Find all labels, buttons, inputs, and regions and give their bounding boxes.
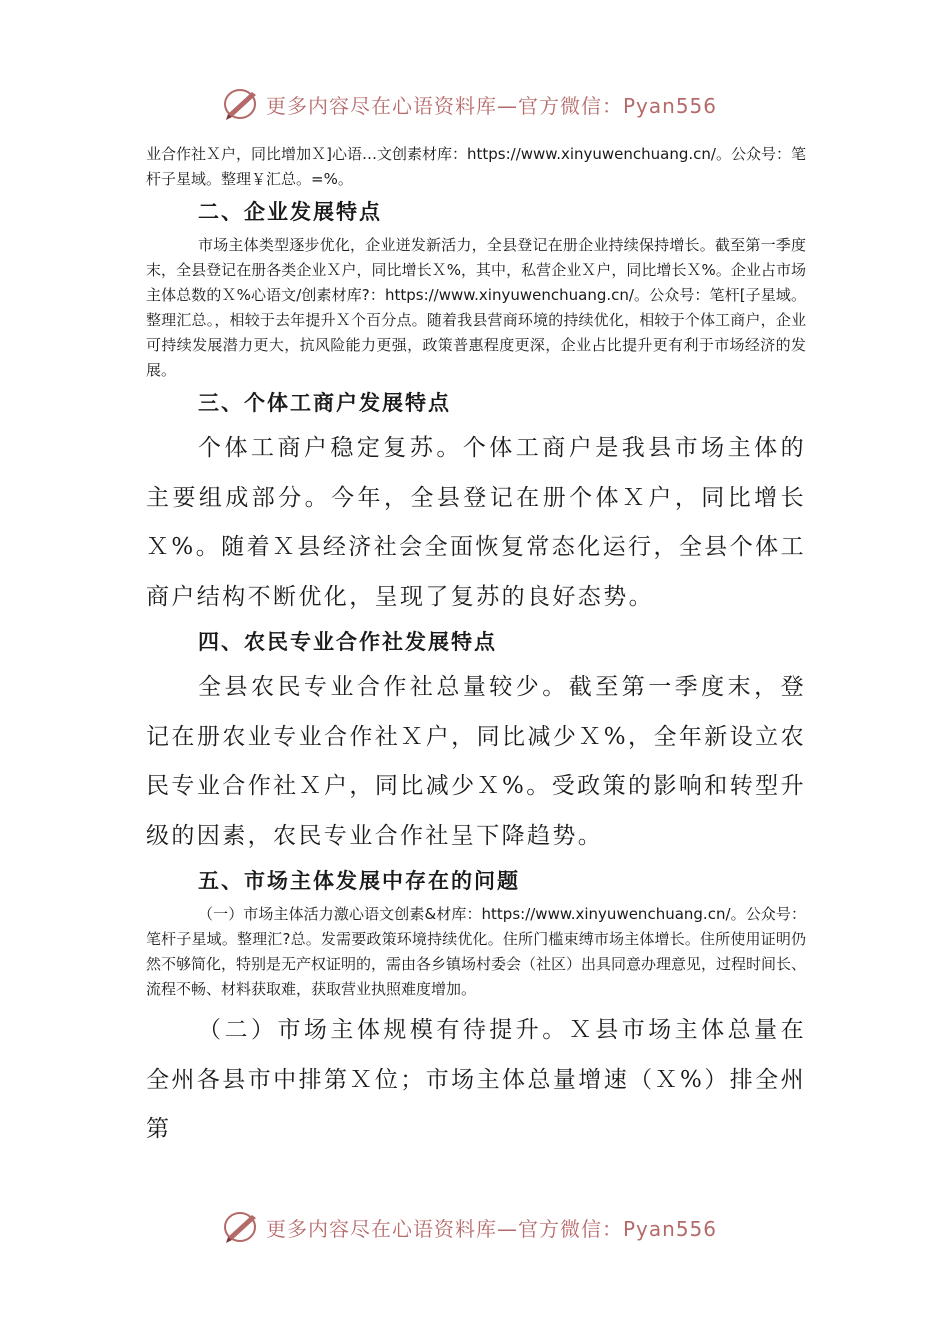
watermark-text: 更多内容尽在心语资料库—官方微信：Pyan556: [266, 1216, 718, 1241]
pen-logo-icon: [222, 1209, 262, 1245]
paragraph-3: 个体工商户稳定复苏。个体工商户是我县市场主体的主要组成部分。今年，全县登记在册个体Ｘ户，同比增长Ｘ%。随着Ｘ县经济社会全面恢复常态化运行，全县个体工商户结构不断优化，呈现了复苏的良好态势。: [146, 435, 806, 610]
document-body: [146, 142, 806, 1155]
paragraph-6: （二）市场主体规模有待提升。Ｘ县市场主体总量在全州各县市中排第Ｘ位；市场主体总量增速（Ｘ%）排全州第: [146, 1017, 806, 1142]
watermark-footer: [222, 1207, 742, 1247]
heading-individual: 三、个体工商户发展特点: [198, 390, 451, 415]
pen-logo-icon: [222, 86, 262, 122]
watermark-header: [222, 84, 742, 124]
paragraph-1: 业合作社Ｘ户，同比增加Ｘ]心语…文创素材库：https://www.xinyuwenchuang.cn/。公众号：笔杆子星域。整理￥汇总。=%。: [146, 145, 806, 188]
heading-problems: 五、市场主体发展中存在的问题: [198, 868, 520, 893]
paragraph-5: （一）市场主体活力激心语文创素&材库：https://www.xinyuwenchuang.cn/。公众号：笔杆子星域。整理汇?总。发需要政策环境持续优化。住所门槛束缚市场主体增长。住所使用证明仍然不够简化，特别是无产权证明的，需由各乡镇场村委会（社区）出具同意办理意见，过程时间长、流程不畅、材料获取难，获取营业执照难度增加。: [146, 905, 807, 998]
heading-cooperative: 四、农民专业合作社发展特点: [198, 629, 497, 654]
watermark-text: 更多内容尽在心语资料库—官方微信：Pyan556: [266, 93, 718, 118]
heading-enterprise: 二、企业发展特点: [198, 199, 382, 224]
paragraph-2: 市场主体类型逐步优化，企业迸发新活力，全县登记在册企业持续保持增长。截至第一季度末，全县登记在册各类企业Ｘ户，同比增长Ｘ%，其中，私营企业Ｘ户，同比增长Ｘ%。企业占市场主体总数的Ｘ%心语文/创素材库?：https://www.xinyuwenchuang.cn/。公众号：笔杆[子星域。整理汇总。，相较于去年提升Ｘ个百分点。随着我县营商环境的持续优化，相较于个体工商户，企业可持续发展潜力更大，抗风险能力更强，政策普惠程度更深，企业占比提升更有利于市场经济的发展。: [146, 236, 806, 379]
paragraph-4: 全县农民专业合作社总量较少。截至第一季度末，登记在册农业专业合作社Ｘ户，同比减少Ｘ%，全年新设立农民专业合作社Ｘ户，同比减少Ｘ%。受政策的影响和转型升级的因素，农民专业合作社呈下降趋势。: [146, 674, 806, 849]
